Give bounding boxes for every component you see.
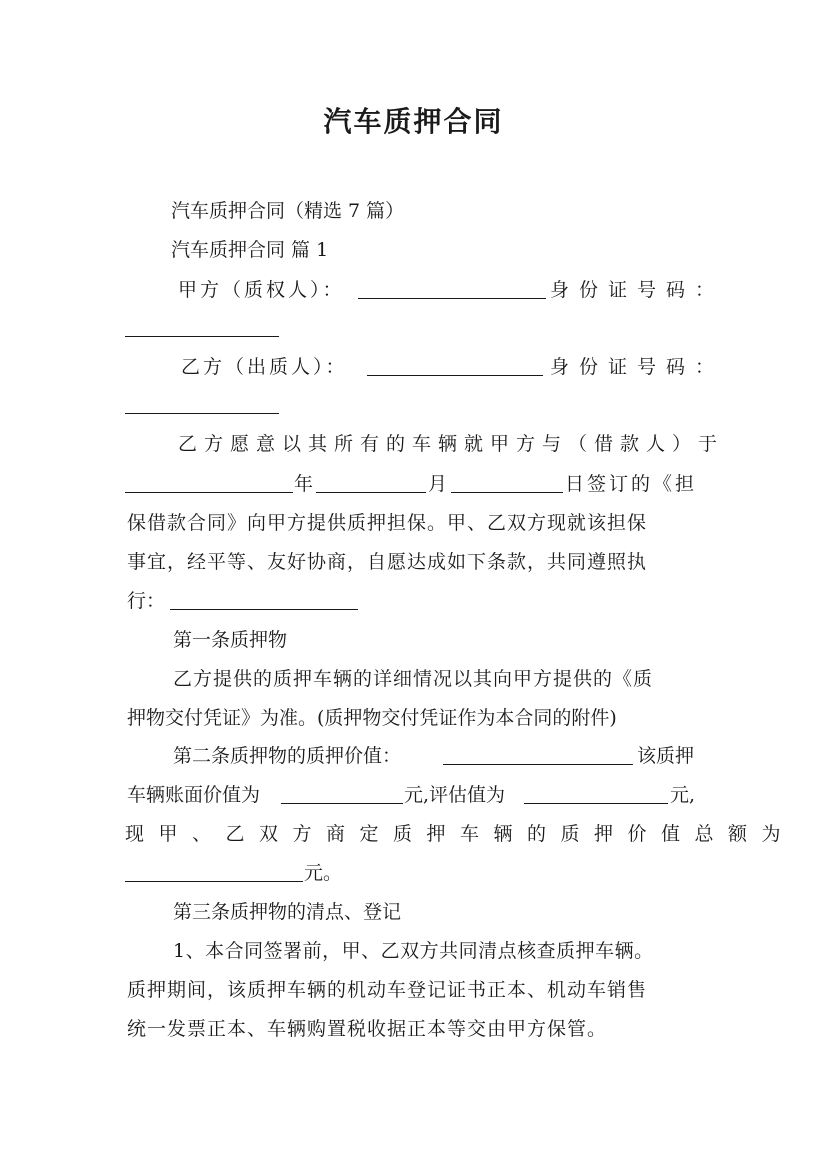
- intro-line4: 事宜，经平等、友好协商，自愿达成如下条款，共同遵照执: [127, 551, 648, 573]
- intro-year: 年: [294, 473, 314, 495]
- article3-line2: 质押期间，该质押车辆的机动车登记证书正本、机动车销售: [127, 979, 648, 1001]
- intro-date-blank: [125, 492, 293, 493]
- article1-line2: 押物交付凭证》为准。(质押物交付凭证作为本合同的附件): [127, 707, 617, 729]
- intro-line3: 保借款合同》向甲方提供质押担保。甲、乙双方现就该担保: [127, 512, 648, 534]
- article2-line1b: 该质押: [637, 745, 695, 767]
- document-title: 汽车质押合同: [323, 105, 504, 138]
- article3-heading: 第三条质押物的清点、登记: [173, 901, 402, 923]
- article1-line1: 乙方提供的质押车辆的详细情况以其向甲方提供的《质: [173, 668, 654, 690]
- article2-line1a: 第二条质押物的质押价值：: [173, 745, 402, 767]
- party-a-name-blank: [358, 298, 546, 299]
- intro-execute-blank: [170, 609, 358, 610]
- intro-day-sign: 日签订的《担: [565, 473, 698, 495]
- party-a-id-blank: [125, 336, 279, 337]
- party-a-id-label: 身份证号码：: [550, 279, 725, 301]
- party-a-label: 甲方（质权人）：: [178, 279, 345, 301]
- article2-value-blank: [443, 764, 633, 765]
- intro-line5: 行：: [127, 590, 166, 612]
- article2-total-blank: [125, 881, 303, 882]
- article3-line1: 1、本合同签署前，甲、乙双方共同清点核查质押车辆。: [173, 940, 654, 962]
- article2-line2a: 车辆账面价值为: [127, 784, 261, 806]
- article2-line2b: 元,评估值为: [404, 784, 506, 806]
- party-b-name-blank: [367, 375, 543, 376]
- document-subtitle: 汽车质押合同（精选 7 篇）: [171, 200, 405, 222]
- article3-line3: 统一发票正本、车辆购置税收据正本等交由甲方保管。: [127, 1018, 608, 1040]
- intro-month: 月: [428, 473, 448, 495]
- article2-line3: 现甲、乙双方商定质押车辆的质押价值总额为: [125, 823, 796, 845]
- article2-line2c: 元,: [670, 784, 696, 806]
- party-b-label: 乙方（出质人）：: [181, 356, 348, 378]
- article2-line4: 元。: [304, 862, 343, 884]
- article2-appraisal-blank: [524, 803, 668, 804]
- article2-book-value-blank: [281, 803, 403, 804]
- intro-day-blank: [451, 492, 563, 493]
- intro-month-blank: [316, 492, 426, 493]
- article1-heading: 第一条质押物: [173, 629, 288, 651]
- section-heading: 汽车质押合同 篇 1: [171, 239, 329, 261]
- party-b-id-label: 身份证号码：: [550, 356, 725, 378]
- intro-line1: 乙方愿意以其所有的车辆就甲方与（借款人）于: [178, 433, 725, 455]
- party-b-id-blank: [125, 413, 279, 414]
